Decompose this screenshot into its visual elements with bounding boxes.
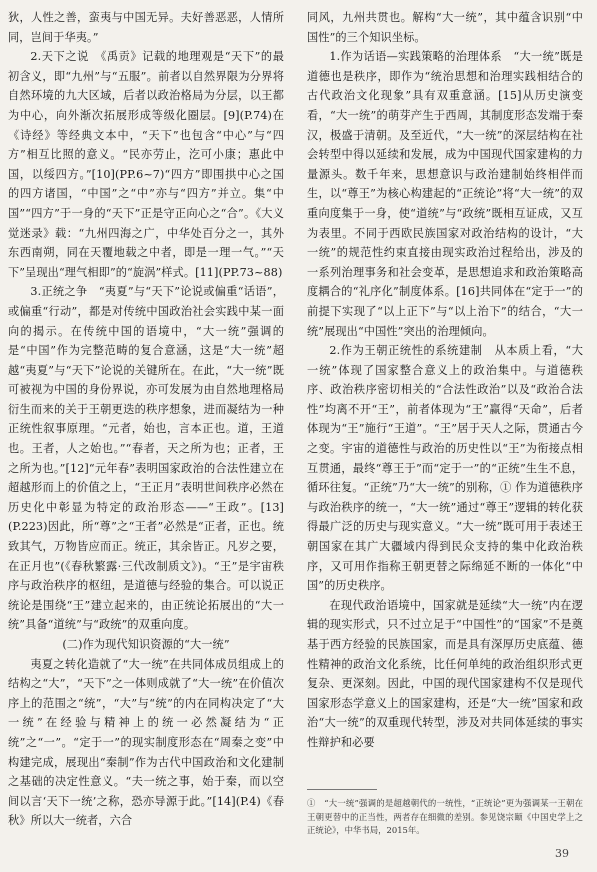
section-governance-system: 1.作为话语—实践策略的治理体系 “大一统”既是道德也是秩序，即作为“统治思想和治理实践相结合的古代政治文化现象”具有双重意涵。[15]从历史演变看，“大一统”的萌芽产生于西周，其制度形态发端于秦汉，极盛于清朝。及至近代，“大一统”的深层结构在社会转型中得以延续和发展，成为中国现代国家建构的力量源头。数千年来，思想意识与政治建制始终相伴而生，以“尊王”为核心构建起的“正统论”将“大一统”的双重向度集于一身，使“道统”与“政统”既相互证成，又互为表里。不同于西欧民族国家对政治结构的设计，“大一统”的规范性约束直接由现实政治过程给出，涉及的一系列治理事务和社会变革，是思想追求和政治策略高度耦合的“礼序化”制度体系。[16]共同体在“定于一”的前提下实现了“以上正下”与“以上治下”的结合，“大一统”展现出“中国性”突出的治理倾向。 [307,50,583,338]
section-dynastic-legitimacy: 2.作为王朝正统性的系统建制 从本质上看，“大一统”体现了国家整合意义上的政治集中。与道德秩序、政治秩序密切相关的“合法性政治”以及“政治合法性”均离不开“王”，前者体现为“王”赢得“天命”，后者体现为“王”施行“王道”。“王”居于天人之际，贯通古今之变。宇宙的道德性与政治的历史性以“王”为衔接点相互贯通，最终“尊王于”而“定于一”的“正统”生生不息，循环往复。“正统”乃“大一统”的别称，① 作为道德秩序与政治秩序的统一，“大一统”通过“尊王”逻辑的转化获得最广泛的历史与现实意义。“大一统”既可用于表述王朝国家在其广大疆域内得到民众支持的集中化政治秩序，又可用作指称王朝更替之际绵延不断的一体化“中国”的历史秩序。 [307,344,583,593]
right-column [307,8,583,753]
section-tianxia: 2.天下之说 《禹贡》记载的地理观是“天下”的最初含义，即“九州”与“五服”。前者以自然界限为分界将自然环境的九大区域，后者以政治格局为分层，以王都为中心，向外渐次拓展形成等级化圈层。[9](P.74)在《诗经》等经典文本中，“天下”也包含“中心”与“四方”相互比照的意义。“民亦劳止，汔可小康；惠此中国，以绥四方。”[10](PP.6~7)“四方”即围拱中心之国的四方诸国，“中国”之“中”亦与“四方”并立。集“中国”“四方”于一身的“天下”正是守正向心之“合”。《大义觉迷录》载：“九州四海之广，中华处百分之一，其外东西南朔，同在天覆地载之中者，即是一理一气。”“天下”呈现出“理气相即”的“旋涡”样式。[11](PP.73~88) [8,50,284,279]
paragraph: 狄，人性之善，蛮夷与中国无异。夫好善恶恶，人情所同，岂间于华夷。” [8,11,284,44]
paragraph: 夷夏之转化造就了“大一统”在共同体成员组成上的结构之“大”，“天下”之一体则成就了“大一统”在价值次序上的范围之“统”，“大”与“统”的内在同构决定了“大一统”在经验与精神上的统一必然凝结为“正统”之“一”。“定于一”的现实制度形态在“周秦之变”中构建完成，展现出“秦制”作为古代中国政治和文化建制之基础的决定性意义。“夫一统之事，始于秦，而以空间以言‘天下一统’之称，恐亦导源于此。”[14](P.4)《春秋》所以大一统者，六合 [8,657,284,828]
page-number: 39 [555,847,569,860]
paragraph: 同风，九州共贯也。解构“大一统”，其中蕴含识别“中国性”的三个知识坐标。 [307,11,583,44]
left-column [8,8,284,831]
footnote: ① “大一统”强调的是超越朝代的一统性，“正统论”更为强调某一王朝在王朝更替中的正当性，两者存在细微的差别。参见饶宗颐《中国史学上之正统论》，中华书局，2015年。 [307,798,583,835]
section-zhengtong: 3.正统之争 “夷夏”与“天下”论说或偏重“话语”，或偏重“行动”，都是对传统中国政治社会实践中某一面向的揭示。在传统中国的语境中，“大一统”强调的是“中国”作为完整范畴的复合意涵，这是“大一统”超越“夷夏”与“天下”论说的关键所在。在此，“大一统”既可被视为中国的身份界说，亦可发展为由自然地理格局衍生而来的关于王朝更迭的秩序想象，进而凝结为一种正统性叙事原理。“元者，始也，言本正也。道，王道也。王者，人之始也。”“春者，天之所为也；正者，王之所为也。”[12]“元年春”表明国家政治的合法性建立在超越形而上的价值之上，“王正月”表明世间秩序必然在历史化中彰显为特定的政治形态——“王政”。[13](P.223)因此，所“尊”之“王者”必然是“正者，正也。统致其气，万物皆应而正。统正，其余皆正。凡岁之要，在正月也”(《春秋繁露·三代改制质文》)。“王”是宇宙秩序与政治秩序的枢纽，是道德与经验的集合。可以说正统论是围绕“王”建立起来的，由正统论拓展出的“大一统”具备“道统”与“政统”的双重向度。 [8,285,284,632]
footnote-divider [307,789,377,790]
subheading-modern-resource: (二)作为现代知识资源的“大一统” [62,638,230,651]
paragraph: 在现代政治语境中，国家就是延续“大一统”内在逻辑的现实形式，只不过立足于“中国性”的“国家”不是奠基于西方经验的民族国家，而是具有深厚历史底蕴、德性精神的政治文化系统，比任何单纯的政治组织形式更复杂、更深刻。因此，中国的现代国家建构不仅是现代国家形态学意义上的国家建构，还是“大一统”国家和政治“大一统”的双重现代转型，涉及对共同体延续的事实性辩护和必要 [307,598,583,749]
